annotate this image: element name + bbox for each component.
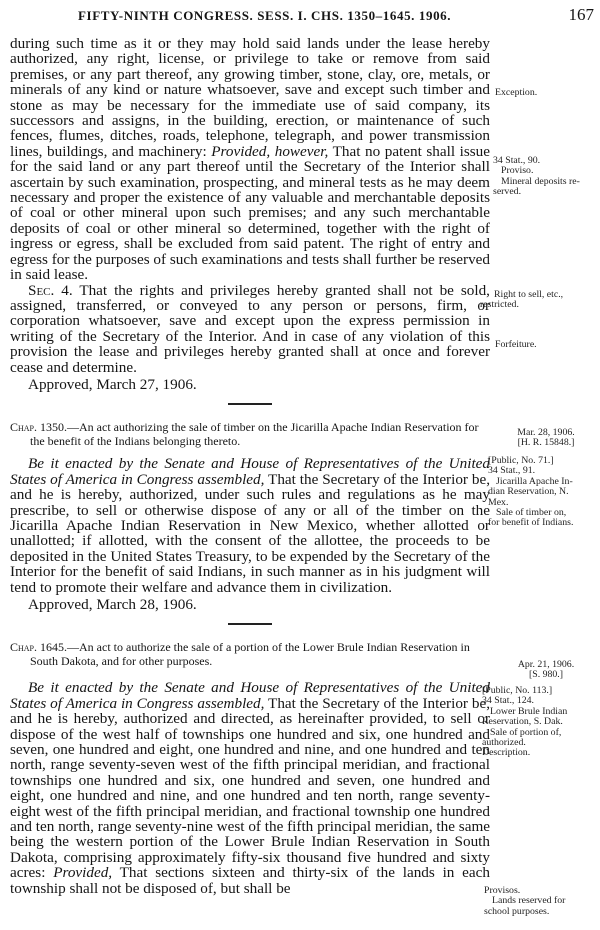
chapter-1645-body: Be it enacted by the Senate and House of Representatives of the United States of America in Congress assembled, That the Secretary of the Interior be, and he is hereby, authorized and directed, as hereinafter provided, to sell or dispose of the west half of townships one hundred and six, one hundred and seven, one hundred and eight, one hundred and nine, and one hundred and ten north, range seventy-seven west of the fifth principal meridian, and fractional townships one hundred and six, one hundred and seven, one hundred and eight, one hundred and nine, and one hundred and ten north, range seventy-eight west of the fifth principal meridian, and fractional township one hundred and ten north, range seventy-nine west of the fifth principal meridian, the same being the western portion of the Lower Brule Indian Reservation in South Dakota, comprising approximately fifty-six thousand five hundred and sixty acres: Provided, That sections sixteen and thirty-six of the lands in each township shall not be disposed of, but shall be [10,679,491,897]
margin-note-chap-1645-detail: [Public, No. 113.] 34 Stat., 124. Lower Brule Indian Reservation, S. Dak. Sale of portion of, authorized. Description. [482,685,568,759]
section-divider [228,623,272,625]
continuation-paragraph: during such time as it or they may hold said lands under the lease hereby authorized, any right, license, or privilege to take or remove from said premises, or any part thereof, any growing timber, stone, clay, ore, metals, or minerals of any kind or nature whatsoever, save and except such timber and stone as may be necessary for the immediate use of said company, its successors and assigns, in the building, erection, or maintenance of such fences, flumes, ditches, roads, telephone, telegraph, and power transmission lines, buildings, and machinery: Provided, however, That no patent shall issue for the said land or any part thereof until the Secretary of the Interior shall ascertain by such examination, prospecting, and mineral tests as he may deem necessary and proper the existence of any valuable and merchantable deposits of coal or other mineral upon such premises; and any such merchantable deposits of coal or other mineral so determined, together with the right of ingress or egress, shall be excluded from said patent. The right of entry and egress for the purposes of such examinations and tests shall further be reserved in said lease. [10,35,490,284]
margin-note-exception: Exception. [495,87,538,98]
proviso-word: Provided, however, [211,142,329,160]
main-text [10,36,490,896]
chapter-1350-title: Chap. 1350.—An act authorizing the sale of timber on the Jicarilla Apache Indian Reservation for the benefit of the Indians belonging thereto. [10,420,479,448]
section-4-paragraph: Sec. 4. That the rights and privileges hereby granted shall not be sold, assigned, transferred, or conveyed to any person or persons, firm, or corporation whatsoever, save and except upon the express permission in writing of the Secretary of the Interior. And in case of any violation of this provision the lease and privileges hereby granted shall at once and forever cease and determine. [10,281,490,376]
enacting-clause: Be it enacted by the Senate and House of Representatives of the United States of America in Congress assembled, [10,455,490,488]
chapter-1350-body: Be it enacted by the Senate and House of Representatives of the United States of America in Congress assembled, That the Secretary of the Interior be, and he is hereby, authorized, under such rules and regulations as he may prescribe, to sell or otherwise dispose of any or all of the timber on the Jicarilla Apache Indian Reservation in New Mexico, whether allotted or unallotted; if allotted, with the consent of the allottee, the proceeds to be deposited in the United States Treasury, to be expended by the Secretary of the Interior for the benefit of said Indians, in such manner as in his judgment will tend to promote their welfare and advance them in civilization. [10,455,491,596]
margin-note-chap-1350-header: Mar. 28, 1906. [H. R. 15848.] [517,427,575,449]
page-number: 167 [568,5,594,24]
margin-note-chap-1350-detail: [Public, No. 71.] 34 Stat., 91. Jicarilla Apache In- dian Reservation, N. Mex. Sale of timber on, for benefit of Indians. [488,455,574,529]
margin-note-right-restricted: Right to sell, etc., restricted. [480,289,564,311]
chapter-1645-title: Chap. 1645.—An act to authorize the sale of a portion of the Lower Brule Indian Reservation in South Dakota, and for other purposes. [10,640,470,668]
approved-line-2: Approved, March 28, 1906. [28,596,197,613]
margin-note-provisos: Provisos. Lands reserved for school purposes. [484,885,566,917]
proviso-word: Provided, [53,864,113,882]
margin-note-chap-1645-header: Apr. 21, 1906. [S. 980.] [517,659,575,681]
running-head: FIFTY-NINTH CONGRESS. SESS. I. CHS. 1350–1645. 1906. [78,8,452,23]
page-header [0,5,600,30]
approved-line-1: Approved, March 27, 1906. [28,375,197,393]
section-label: Sec. 4. [28,281,73,299]
enacting-clause: Be it enacted by the Senate and House of Representatives of the United States of America in Congress assembled, [10,679,490,712]
chapter-label: Chap. 1645. [10,640,68,655]
chapter-label: Chap. 1350. [10,420,68,435]
margin-note-proviso: 34 Stat., 90. Proviso. Mineral deposits re- served. [493,155,580,198]
section-divider [228,403,272,405]
margin-note-forfeiture: Forfeiture. [495,339,537,350]
